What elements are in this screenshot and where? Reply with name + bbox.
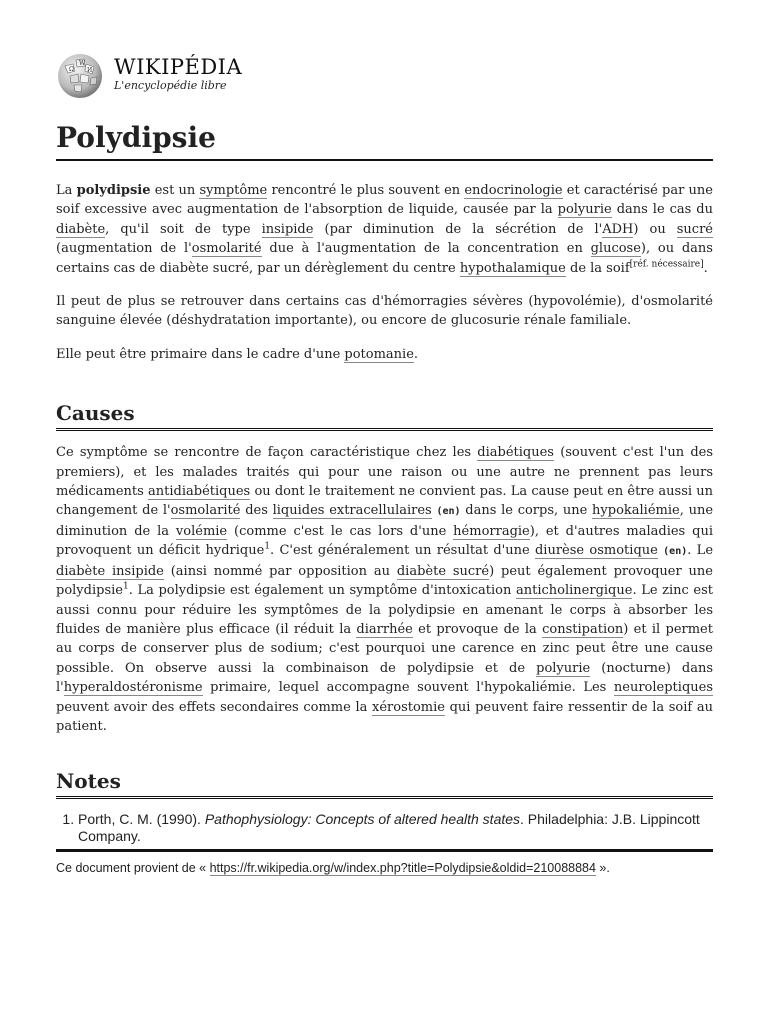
link-anticholinergique[interactable]: anticholinergique	[516, 583, 633, 599]
section-heading-notes: Notes	[56, 768, 713, 799]
link-polyurie[interactable]: polyurie	[557, 202, 612, 218]
page-title: Polydipsie	[56, 115, 713, 161]
link-osmolarite[interactable]: osmolarité	[191, 241, 262, 257]
intro-paragraph: La polydipsie est un symptôme rencontré le plus souvent en endocrinologie et caractérisé par une soif excessive avec augmentation de l'absorption de liquide, causée par la polyurie dans le cas du diabète, qu'il soit de type insipide (par diminution de la sécrétion de l'ADH) ou sucré (augmentation de l'osmolarité due à l'augmentation de la concentration en glucose), ou dans certains cas de diabète sucré, par un dérèglement du centre hypothalamique de la soif[réf. nécessaire].	[56, 183, 713, 276]
site-wordmark[interactable]: WIKIPÉDIA	[114, 55, 243, 79]
paragraph-potomanie: Elle peut être primaire dans le cadre d'une potomanie.	[56, 346, 419, 362]
link-hypothalamique[interactable]: hypothalamique	[459, 260, 566, 276]
link-neuroleptiques[interactable]: neuroleptiques	[613, 680, 713, 696]
link-liquides-extracellulaires[interactable]: liquides extracellulaires	[272, 503, 432, 519]
link-glucose[interactable]: glucose	[590, 241, 641, 257]
svg-text:W: W	[79, 60, 86, 67]
paragraph-hemorragies: Il peut de plus se retrouver dans certains cas d'hémorragies sévères (hypovolémie), d'osmolarité sanguine élevée (déshydratation importante), ou encore de glucosurie rénale familiale.	[56, 294, 713, 329]
wikipedia-globe-logo-icon[interactable]	[56, 52, 104, 100]
link-diabetiques[interactable]: diabétiques	[477, 445, 554, 461]
link-diabete-sucre[interactable]: diabète sucré	[396, 563, 490, 579]
svg-text:Ω: Ω	[69, 66, 74, 73]
link-diabete[interactable]: diabète	[56, 221, 106, 237]
link-hypokaliemie[interactable]: hypokaliémie	[592, 503, 680, 519]
link-endocrinologie[interactable]: endocrinologie	[464, 183, 563, 198]
source-url-link[interactable]: https://fr.wikipedia.org/w/index.php?title=Polydipsie&oldid=210088884	[209, 861, 596, 875]
link-diabete-insipide[interactable]: diabète insipide	[56, 563, 164, 579]
note-item: 1. Porth, C. M. (1990). Pathophysiology: Concepts of altered health states. Philadelphia: J.B. Lippincott Company.	[78, 811, 713, 845]
link-constipation[interactable]: constipation	[542, 621, 624, 637]
citation-needed-link[interactable]: [réf. nécessaire]	[629, 259, 704, 270]
note-book-title: Pathophysiology: Concepts of altered health states	[204, 811, 521, 828]
causes-paragraph: Ce symptôme se rencontre de façon caractéristique chez les diabétiques (souvent c'est l'un des premiers), et les malades traités qui pour une raison ou une autre ne prennent pas leurs médicaments antidiabétiques ou dont le traitement ne convient pas. La cause peut en être aussi un changement de l'osmolarité des liquides extracellulaires (en) dans le corps, une hypokaliémie, une diminution de la volémie (comme c'est le cas lors d'une hémorragie), et d'autres maladies qui provoquent un déficit hydrique$^1$. C'est généralement un résultat d'une diurèse osmotique (en). Le diabète insipide (ainsi nommé par opposition au diabète sucré) peut également provoquer une polydipsie$^1$. La polydipsie est également un symptôme d'intoxication anticholinergique. Le zinc est aussi connu pour réduire les symptômes de la polydipsie en amenant le corps à absorber les fluides de manière plus efficace (il réduit la diarrhée et provoque de la constipation) et il permet au corps de conserver plus de sodium; c'est pourquoi une carence en zinc peut être une cause possible. On observe aussi la combinaison de polydipsie et de polyurie (nocturne) dans l'hyperaldostéronisme primaire, lequel accompagne souvent l'hypokaliémie. Les neuroleptiques peuvent avoir des effets secondaires comme la xérostomie qui peuvent faire ressentir de la soif au patient.	[56, 445, 714, 734]
footnote-ref-1[interactable]: 1	[122, 581, 129, 592]
footnote-ref-1[interactable]: 1	[264, 541, 271, 552]
link-symptome[interactable]: symptôme	[199, 183, 268, 198]
notes-list	[56, 811, 713, 845]
link-adh[interactable]: ADH	[602, 221, 634, 237]
svg-text:И: И	[87, 67, 93, 74]
lang-en-badge[interactable]: (en)	[436, 506, 461, 518]
link-xerostomie[interactable]: xérostomie	[372, 699, 445, 715]
link-sucre[interactable]: sucré	[676, 221, 713, 237]
lang-en-badge[interactable]: (en)	[663, 546, 688, 558]
source-footer: Ce document provient de « https://fr.wikipedia.org/w/index.php?title=Polydipsie&oldid=210088884 ».	[56, 849, 713, 875]
link-antidiabetiques[interactable]: antidiabétiques	[148, 484, 251, 500]
section-heading-causes: Causes	[56, 400, 713, 431]
site-tagline: L'encyclopédie libre	[114, 79, 227, 92]
article-content	[56, 115, 713, 845]
link-hemorragie[interactable]: hémorragie	[453, 523, 530, 539]
link-insipide[interactable]: insipide	[261, 221, 314, 237]
article-term: polydipsie	[76, 183, 151, 198]
link-potomanie[interactable]: potomanie	[344, 346, 414, 362]
link-diarrhee[interactable]: diarrhée	[356, 621, 413, 637]
link-hyperaldosteronisme[interactable]: hyperaldostéronisme	[63, 680, 203, 696]
link-diurese-osmotique[interactable]: diurèse osmotique	[534, 543, 658, 559]
link-osmolarite-2[interactable]: osmolarité	[170, 503, 241, 519]
link-volemie[interactable]: volémie	[175, 523, 228, 539]
link-polyurie-2[interactable]: polyurie	[536, 660, 591, 676]
